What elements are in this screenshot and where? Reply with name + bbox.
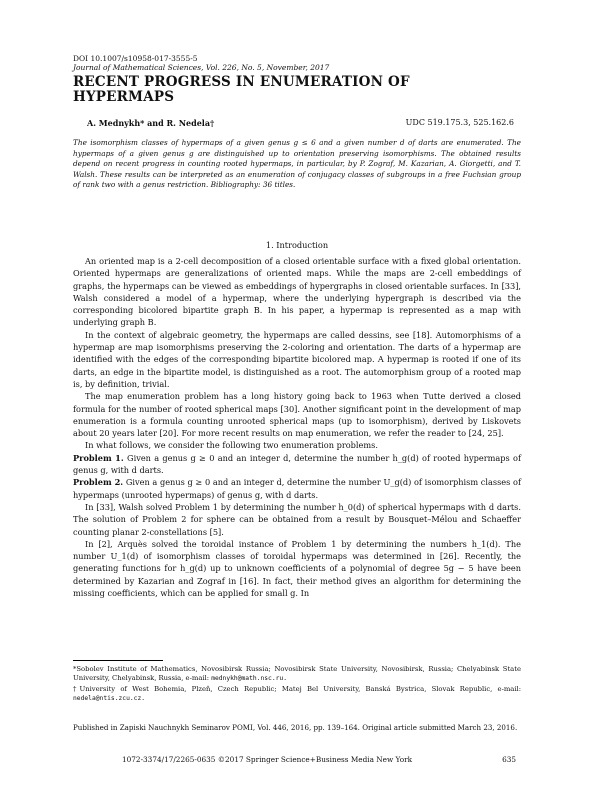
paragraph: In the context of algebraic geometry, the hypermaps are called dessins, see [18]. Automorphisms of a hypermap are map isomorphisms preserving the 2-coloring and orientation. The darts of a hypermap are identified with the edges of the corresponding bipartite bicolored map. A hypermap is rooted if one of its darts, an edge in the bipartite model, is distinguished as a root. The automorphism group of a rooted map is, by definition, trivial. [73, 329, 521, 389]
page-number: 635 [502, 755, 516, 764]
footnote-2-email[interactable]: nedela@ntis.zcu.cz. [73, 694, 146, 702]
paragraph: An oriented map is a 2-cell decomposition of a closed orientable surface with a fixed global orientation. Oriented hypermaps are generalizations of oriented maps. While the maps are 2-cell embeddings of graphs, the hypermaps can be viewed as embeddings of hypergraphs in closed orientable surfaces. In [33], Walsh considered a model of a hypermap, where the underlying hypergraph is described via the corresponding bicolored bipartite graph B. In his paper, a hypermap is represented as a map with underlying graph B. [73, 256, 521, 328]
problem-1-label: Problem 1. [73, 452, 124, 463]
body-text [73, 255, 521, 599]
paper-title [73, 75, 410, 105]
footnote-2-text: †University of West Bohemia, Plzeň, Czech Republic; Matej Bel University, Banská Bystrica, Slovak Republic, e-mail: [73, 685, 521, 693]
footnote-1 [73, 665, 521, 684]
udc-code: UDC 519.175.3, 525.162.6 [405, 118, 514, 127]
title-line-2: HYPERMAPS [73, 89, 175, 105]
footnote-2 [73, 685, 521, 704]
journal-citation: Journal of Mathematical Sciences, Vol. 226, No. 5, November, 2017 [73, 63, 330, 72]
problem-1 [73, 452, 521, 477]
publication-note: Published in Zapiski Nauchnykh Seminarov POMI, Vol. 446, 2016, pp. 139–164. Original article submitted March 23, 2016. [73, 723, 518, 732]
problem-2-text: Given a genus g ≥ 0 and an integer d, determine the number U_g(d) of isomorphism classes of hypermaps (unrooted hypermaps) of genus g, with d darts. [73, 477, 521, 500]
authors: A. Mednykh* and R. Nedela† [87, 118, 215, 128]
problem-1-text: Given a genus g ≥ 0 and an integer d, determine the number h_g(d) of rooted hypermaps of genus g, with d darts. [73, 452, 521, 476]
title-line-1: RECENT PROGRESS IN ENUMERATION OF [73, 74, 410, 90]
paragraph: The map enumeration problem has a long history going back to 1963 when Tutte derived a closed formula for the number of rooted spherical maps [30]. Another significant point in the development of map enumeration is a formula counting unrooted spherical maps (up to isomorphism), derived by Liskovets about 20 years later [20]. For more recent results on map enumeration, we refer the reader to [24, 25]. [73, 391, 521, 439]
copyright-line: 1072-3374/17/2265-0635 ©2017 Springer Science+Business Media New York [122, 755, 413, 764]
section-heading: 1. Introduction [265, 240, 329, 250]
footnote-1-email[interactable]: mednykh@math.nsc.ru. [211, 674, 288, 682]
problem-2-label: Problem 2. [73, 477, 124, 488]
paragraph: In [2], Arquès solved the toroidal instance of Problem 1 by determining the numbers h_1(d). The number U_1(d) of isomorphism classes of toroidal hypermaps was determined in [26]. Recently, the generating functions for h_g(d) up to unknown coefficients of a polynomial of degree 5g − 5 have been determined by Kazarian and Zograf in [16]. In fact, their method gives an algorithm for determining the missing coefficients, which can be applied for small g. In [73, 538, 521, 599]
abstract: The isomorphism classes of hypermaps of a given genus g ≤ 6 and a given number d of darts are enumerated. The hypermaps of a given genus g are distinguished up to orientation preserving isomorphisms. The obtained results depend on recent progress in counting rooted hypermaps, in particular, by P. Zograf, M. Kazarian, A. Giorgetti, and T. Walsh. These results can be interpreted as an enumeration of conjugacy classes of subgroups in a free Fuchsian group of rank two with a genus restriction. Bibliography: 36 titles. [73, 138, 521, 190]
paragraph: In what follows, we consider the following two enumeration problems. [85, 440, 378, 451]
doi: DOI 10.1007/s10958-017-3555-5 [73, 54, 198, 63]
paragraph: In [33], Walsh solved Problem 1 by determining the number h_0(d) of spherical hypermaps with d darts. The solution of Problem 2 for sphere can be obtained from a result by Bousquet–Mélou and Schaeffer counting planar 2-constellations [5]. [73, 501, 521, 537]
footnote-rule [73, 660, 163, 661]
footnote-1-text: *Sobolev Institute of Mathematics, Novosibirsk Russia; Novosibirsk State University, Novosibirsk, Russia; Chelyabinsk State University, Chelyabinsk, Russia, e-mail: [73, 665, 521, 682]
problem-2 [73, 476, 521, 501]
